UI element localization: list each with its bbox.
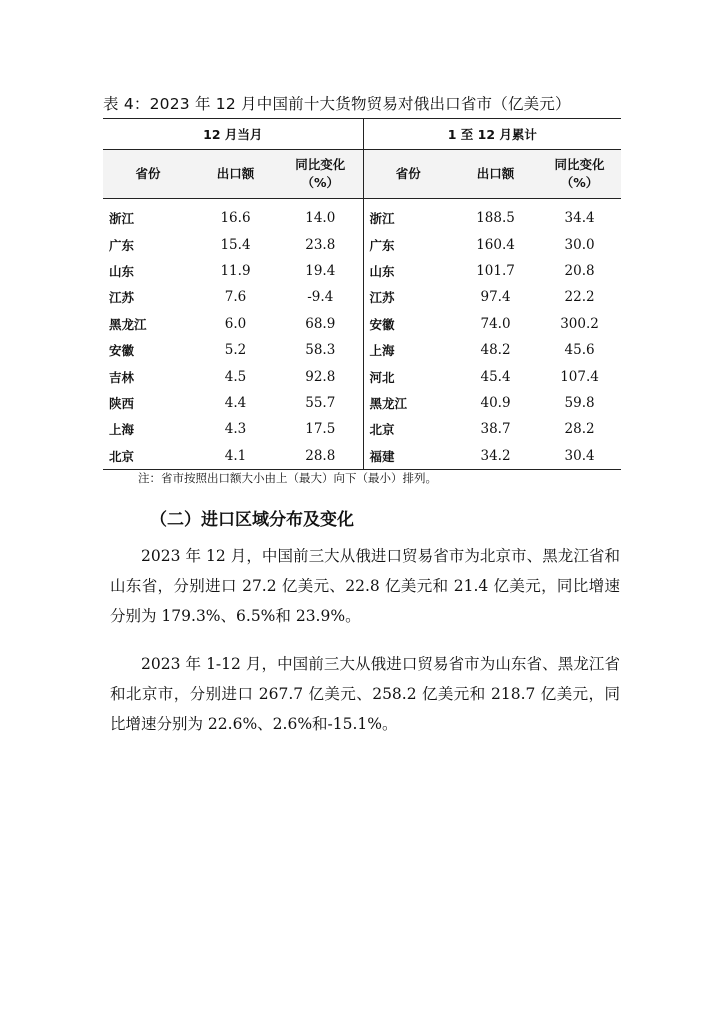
export-table (103, 118, 621, 470)
table-row (103, 416, 621, 442)
column-header-province: 省份 (135, 166, 161, 181)
body-paragraph: 2023 年 1-12 月，中国前三大从俄进口贸易省市为山东省、黑龙江省和北京市，分别进口 267.7 亿美元、258.2 亿美元和 218.7 亿美元，同比增速分别为 22.6%、2.6%和-15.1%。 (110, 655, 620, 733)
export-cell: 188.5 (476, 210, 515, 227)
yoy-cell: 14.0 (278, 199, 363, 232)
export-cell: 11.9 (220, 262, 251, 279)
export-cell: 34.2 (480, 447, 511, 464)
yoy-cell: 300.2 (560, 315, 599, 332)
yoy-cell: 17.5 (278, 416, 363, 442)
province-cell: 山东 (109, 263, 135, 279)
province-cell: 黑龙江 (109, 316, 147, 332)
table-row (103, 231, 621, 257)
body-paragraph: 2023 年 12 月，中国前三大从俄进口贸易省市为北京市、黑龙江省和山东省，分别进口 27.2 亿美元、22.8 亿美元和 21.4 亿美元，同比增速分别为 179.3%、6.5%和 23.9%。 (110, 547, 620, 625)
province-cell: 河北 (369, 369, 395, 385)
yoy-cell: 28.8 (278, 443, 363, 470)
column-header-export: 出口额 (476, 166, 515, 181)
table-note: 注：省市按照出口额大小由上（最大）向下（最小）排列。 (138, 471, 437, 485)
province-cell: 广东 (369, 237, 395, 253)
province-cell: 黑龙江 (369, 395, 408, 411)
yoy-cell: 30.4 (564, 447, 595, 464)
group-header-month: 12 月当月 (103, 119, 363, 150)
export-cell: 6.0 (224, 315, 247, 332)
province-cell: 山东 (369, 263, 395, 279)
yoy-cell: 68.9 (278, 311, 363, 337)
export-cell: 38.7 (480, 421, 511, 438)
province-cell: 江苏 (109, 290, 135, 306)
province-cell: 陕西 (109, 395, 135, 411)
yoy-cell: 20.8 (564, 262, 595, 279)
export-cell: 16.6 (220, 210, 251, 227)
province-cell: 浙江 (109, 211, 135, 227)
province-cell: 浙江 (369, 211, 395, 227)
yoy-cell: 92.8 (278, 363, 363, 389)
province-cell: 北京 (109, 448, 135, 464)
section-heading: （二）进口区域分布及变化 (150, 510, 354, 530)
export-cell: 45.4 (480, 368, 511, 385)
export-cell: 160.4 (476, 236, 515, 253)
export-cell: 40.9 (480, 394, 511, 411)
yoy-cell: 19.4 (278, 258, 363, 284)
table-caption: 表 4：2023 年 12 月中国前十大货物贸易对俄出口省市（亿美元） (103, 95, 571, 113)
export-cell: 4.4 (224, 394, 247, 411)
province-cell: 上海 (109, 422, 135, 438)
yoy-cell: 55.7 (278, 390, 363, 416)
yoy-cell: 22.2 (564, 289, 595, 306)
column-header-province: 省份 (395, 166, 421, 181)
export-cell: 97.4 (480, 289, 511, 306)
yoy-cell: 30.0 (564, 236, 595, 253)
yoy-cell: 107.4 (560, 368, 599, 385)
export-cell: 101.7 (476, 262, 515, 279)
column-header-yoy: 同比变化 （%） (278, 150, 363, 199)
export-cell: 5.2 (224, 342, 247, 359)
yoy-cell: 23.8 (278, 231, 363, 257)
yoy-cell: 45.6 (564, 342, 595, 359)
province-cell: 广东 (109, 237, 135, 253)
yoy-cell: 58.3 (278, 337, 363, 363)
yoy-cell: -9.4 (278, 284, 363, 310)
export-cell: 4.1 (224, 447, 247, 464)
province-cell: 吉林 (109, 369, 135, 385)
province-cell: 江苏 (369, 290, 395, 306)
export-cell: 74.0 (480, 315, 511, 332)
table-row (103, 363, 621, 389)
group-header-cumulative: 1 至 12 月累计 (447, 127, 537, 142)
table-row (103, 337, 621, 363)
province-cell: 上海 (369, 343, 395, 359)
yoy-cell: 59.8 (564, 394, 595, 411)
table-row (103, 284, 621, 310)
table-row (103, 199, 621, 232)
province-cell: 北京 (369, 422, 395, 438)
export-cell: 7.6 (224, 289, 247, 306)
table-row (103, 311, 621, 337)
province-cell: 安徽 (109, 343, 135, 359)
province-cell: 福建 (369, 448, 395, 464)
yoy-cell: 34.4 (564, 210, 595, 227)
export-cell: 4.5 (224, 368, 247, 385)
export-cell: 15.4 (220, 236, 251, 253)
export-cell: 4.3 (224, 421, 247, 438)
column-header-export: 出口额 (216, 166, 255, 181)
export-cell: 48.2 (480, 342, 511, 359)
table-row (103, 390, 621, 416)
table-row (103, 258, 621, 284)
province-cell: 安徽 (369, 316, 395, 332)
yoy-cell: 28.2 (564, 421, 595, 438)
column-header-yoy: 同比变化 （%） (554, 157, 605, 190)
table-row (103, 443, 621, 470)
